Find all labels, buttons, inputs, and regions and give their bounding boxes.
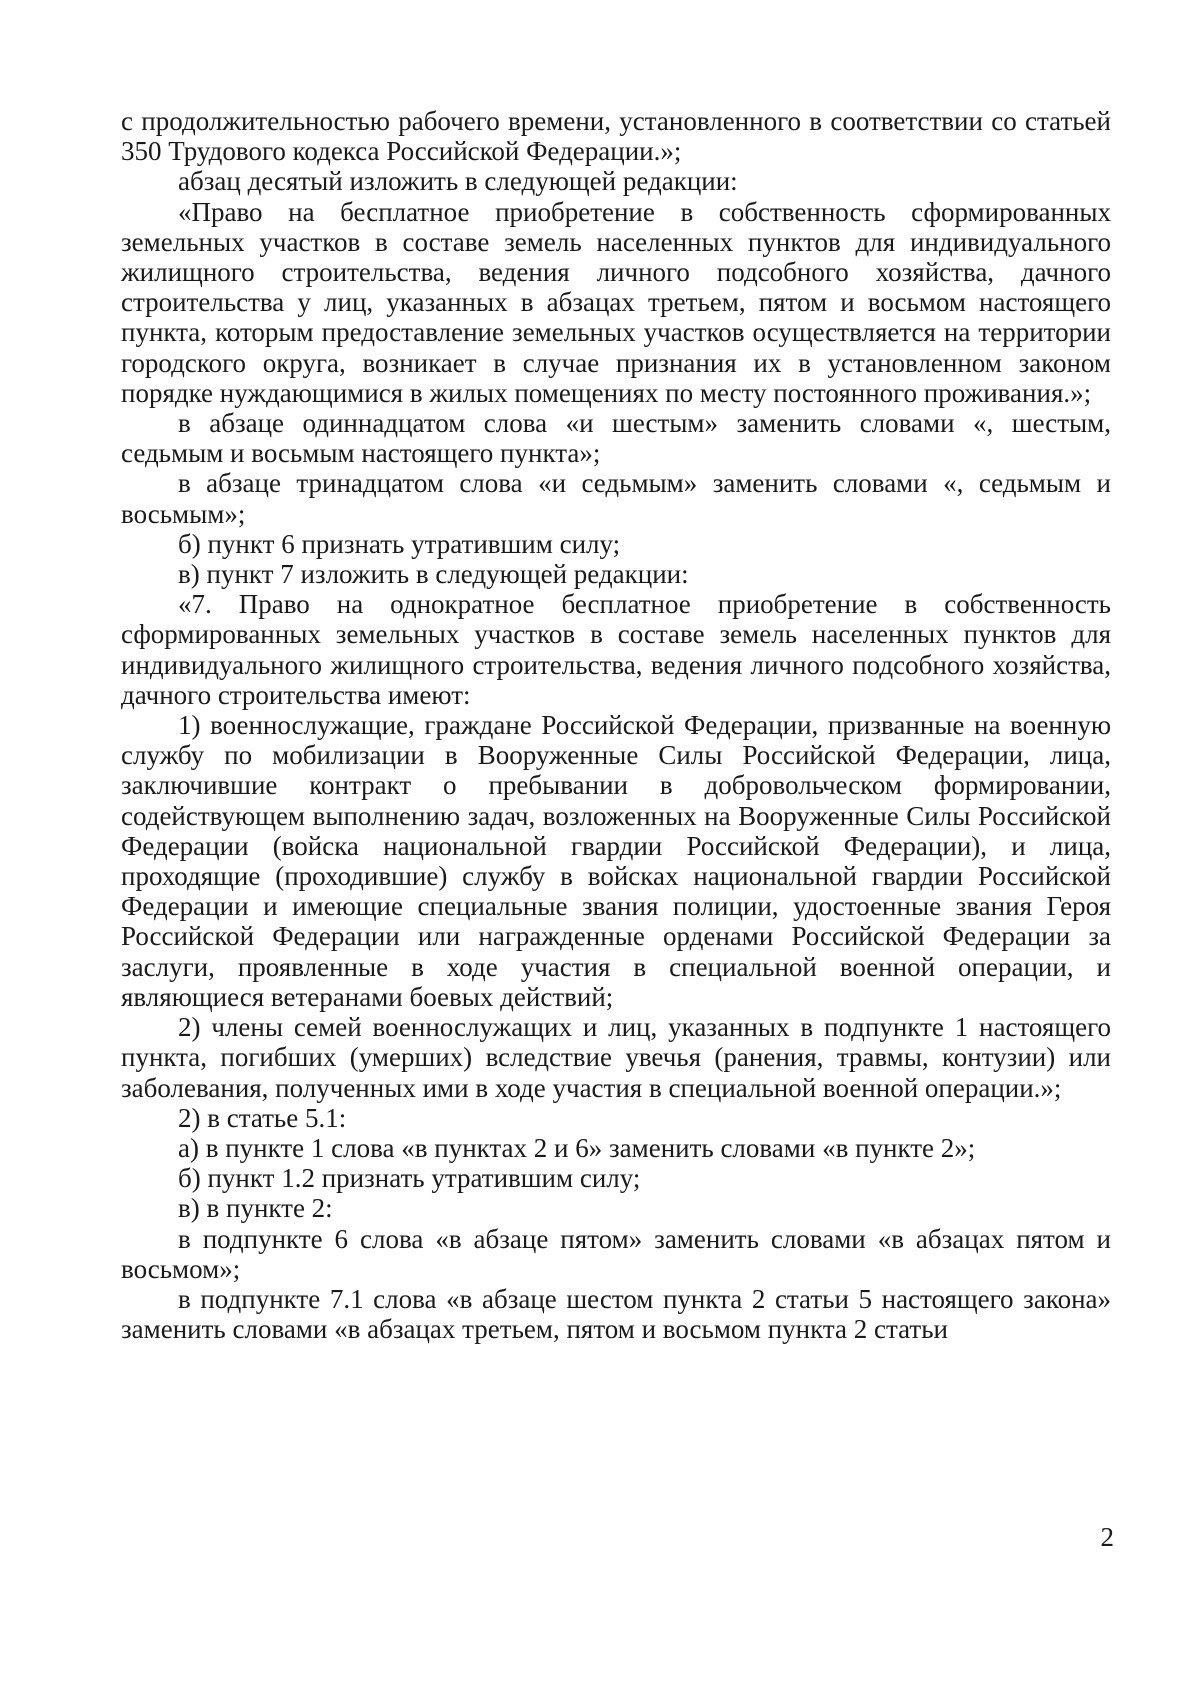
paragraph: в подпункте 7.1 слова «в абзаце шестом пункта 2 статьи 5 настоящего закона» заменить словами «в абзацах третьем, пятом и восьмом пункта 2 статьи xyxy=(121,1283,1111,1345)
paragraph: б) пункт 6 признать утратившим силу; xyxy=(178,528,621,559)
paragraph: «Право на бесплатное приобретение в собственность сформированных земельных участков в составе земель населенных пунктов для индивидуального жилищного строительства, ведения личного подсобного хозяйства, дачного строительства у лиц, указанных в абзацах третьем, пятом и восьмом настоящего пункта, которым предоставление земельных участков осуществляется на территории городского округа, возникает в случае признания их в установленном законом порядке нуждающимися в жилых помещениях по месту постоянного проживания.»; xyxy=(121,196,1111,408)
paragraph: 1) военнослужащие, граждане Российской Федерации, призванные на военную службу по мобилизации в Вооруженные Силы Российской Федерации, лица, заключившие контракт о пребывании в добровольческом формировании, содействующем выполнению задач, возложенных на Вооруженные Силы Российской Федерации (войска национальной гвардии Российской Федерации), и лица, проходящие (проходившие) службу в войсках национальной гвардии Российской Федерации и имеющие специальные звания полиции, удостоенные звания Героя Российской Федерации или награжденные орденами Российской Федерации за заслуги, проявленные в ходе участия в специальной военной операции, и являющиеся ветеранами боевых действий; xyxy=(121,710,1111,1012)
paragraph: в абзаце одиннадцатом слова «и шестым» заменить словами «, шестым, седьмым и восьмым настоящего пункта»; xyxy=(121,408,1111,469)
paragraph: в абзаце тринадцатом слова «и седьмым» заменить словами «, седьмым и восьмым»; xyxy=(121,468,1111,529)
page-number: 2 xyxy=(1100,1522,1114,1552)
paragraph: а) в пункте 1 слова «в пунктах 2 и 6» заменить словами «в пункте 2»; xyxy=(178,1132,976,1163)
paragraph: в) пункт 7 изложить в следующей редакции: xyxy=(178,559,689,590)
paragraph: «7. Право на однократное бесплатное приобретение в собственность сформированных земельных участков в составе земель населенных пунктов для индивидуального жилищного строительства, ведения личного подсобного хозяйства, дачного строительства имеют: xyxy=(121,589,1111,710)
paragraph: в) в пункте 2: xyxy=(178,1193,333,1224)
paragraph: 2) члены семей военнослужащих и лиц, указанных в подпункте 1 настоящего пункта, погибших (умерших) вследствие увечья (ранения, травмы, контузии) или заболевания, полученных ими в ходе участия в специальной военной операции.»; xyxy=(121,1012,1111,1103)
document-body xyxy=(121,106,1111,1344)
paragraph: 2) в статье 5.1: xyxy=(178,1102,347,1133)
paragraph: в подпункте 6 слова «в абзаце пятом» заменить словами «в абзацах пятом и восьмом»; xyxy=(121,1223,1111,1284)
paragraph: б) пункт 1.2 признать утратившим силу; xyxy=(178,1163,641,1194)
paragraph: абзац десятый изложить в следующей редакции: xyxy=(178,166,738,197)
paragraph-continuation: с продолжительностью рабочего времени, установленного в соответствии со статьей 350 Трудового кодекса Российской Федерации.»; xyxy=(121,106,1111,167)
